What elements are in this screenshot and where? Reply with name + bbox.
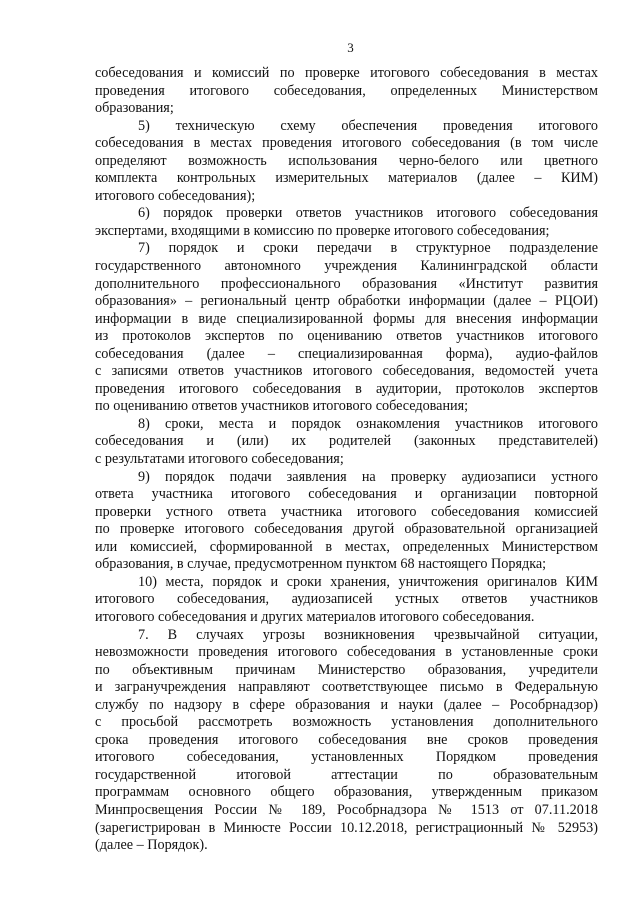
text-line: программам основного общего образования, утвержденным приказом (95, 784, 598, 801)
text-line: Минпросвещения России № 189, Рособрнадзора № 1513 от 07.11.2018 (95, 801, 598, 818)
text-line: службу по надзору в сфере образования и науки (далее – Рособрнадзор) (95, 696, 598, 713)
text-line: комплекта контрольных измерительных материалов (далее – КИМ) (95, 170, 598, 187)
text-line: собеседования в местах проведения итогового собеседования (в том числе (95, 135, 598, 152)
text-line: проверки устного ответа участника итогового собеседования комиссией (95, 503, 598, 520)
paragraph-p-continued (95, 65, 598, 118)
text-line: экспертами, входящими в комиссию по проверке итогового собеседования; (95, 222, 550, 239)
text-line: 6) порядок проверки ответов участников итогового собеседования (138, 205, 598, 222)
text-line: по объективным причинам Министерство образования, учредители (95, 661, 598, 678)
text-line: ответа участника итогового собеседования и организации повторной (95, 486, 598, 503)
text-line: по проверке итогового собеседования другой образовательной организацией (95, 521, 598, 538)
text-line: государственного автономного учреждения Калининградской области (95, 258, 598, 275)
text-line: образования» – региональный центр обработки информации (далее – РЦОИ) (95, 293, 598, 310)
paragraph-item-6 (95, 205, 598, 240)
text-line: определяют возможность использования черно-белого или цветного (95, 152, 598, 169)
text-line: 8) сроки, места и порядок ознакомления участников итогового (138, 415, 598, 432)
text-line: проведения итогового собеседования, определенных Министерством (95, 82, 598, 99)
text-line: образования, в случае, предусмотренном пунктом 68 настоящего Порядка; (95, 556, 547, 573)
text-line: 5) техническую схему обеспечения проведения итогового (138, 117, 598, 134)
text-line: по оцениванию ответов участников итогового собеседования; (95, 398, 469, 415)
text-line: (далее – Порядок). (95, 837, 208, 854)
page-number: 3 (347, 40, 354, 55)
text-line: из протоколов экспертов по оцениванию ответов участников итогового (95, 328, 598, 345)
paragraph-section-7 (95, 627, 598, 855)
text-line: дополнительного профессионального образования «Институт развития (95, 275, 598, 292)
text-line: проведения итогового собеседования в аудитории, протоколов экспертов (95, 380, 598, 397)
text-line: 10) места, порядок и сроки хранения, уничтожения оригиналов КИМ (138, 573, 598, 590)
text-line: 7. В случаях угрозы возникновения чрезвычайной ситуации, (138, 626, 598, 643)
text-line: государственной итоговой аттестации по образовательным (95, 766, 598, 783)
text-line: собеседования и (или) их родителей (законных представителей) (95, 433, 598, 450)
text-line: с записями ответов участников итогового собеседования, ведомостей учета (95, 363, 598, 380)
text-line: или комиссией, сформированной в местах, определенных Министерством (95, 538, 598, 555)
text-line: с просьбой рассмотреть возможность установления дополнительного (95, 714, 598, 731)
text-line: 7) порядок и сроки передачи в структурное подразделение (138, 240, 598, 257)
text-line: и загранучреждения направляют соответствующее письмо в Федеральную (95, 679, 598, 696)
text-line: информации в виде специализированной формы для внесения информации (95, 310, 598, 327)
text-line: с результатами итогового собеседования; (95, 451, 344, 468)
text-line: итогового собеседования и других материалов итогового собеседования. (95, 608, 535, 625)
text-line: срока проведения итогового собеседования вне сроков проведения (95, 731, 598, 748)
text-line: собеседования (далее – специализированная форма), аудио-файлов (95, 345, 598, 362)
paragraph-item-5 (95, 118, 598, 206)
paragraph-item-10 (95, 574, 598, 627)
document-body (95, 65, 598, 855)
text-line: (зарегистрирован в Минюсте России 10.12.2018, регистрационный № 52953) (95, 819, 598, 836)
paragraph-item-7 (95, 240, 598, 415)
text-line: собеседования и комиссий по проверке итогового собеседования в местах (95, 65, 598, 81)
text-line: итогового собеседования, аудиозаписей устных ответов участников (95, 591, 598, 608)
text-line: 9) порядок подачи заявления на проверку аудиозаписи устного (138, 468, 598, 485)
paragraph-item-9 (95, 469, 598, 574)
text-line: итогового собеседования, установленных Порядком проведения (95, 749, 598, 766)
text-line: невозможности проведения итогового собеседования в установленные сроки (95, 644, 598, 661)
paragraph-item-8 (95, 416, 598, 469)
text-line: образования; (95, 100, 174, 117)
text-line: итогового собеседования); (95, 187, 256, 204)
